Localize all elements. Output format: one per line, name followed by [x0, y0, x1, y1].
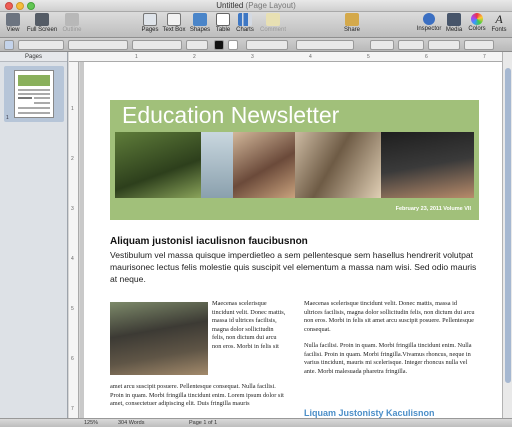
- page-indicator[interactable]: Page 1 of 1: [189, 420, 218, 426]
- styles-drawer-button[interactable]: [4, 40, 14, 50]
- ruler-mark: 1: [135, 54, 138, 60]
- title-bar: [0, 0, 512, 12]
- view-icon: [6, 13, 20, 26]
- status-bar: [0, 418, 512, 427]
- window-title: [0, 1, 512, 10]
- font-typeface-popup[interactable]: [132, 40, 182, 50]
- fonts-button[interactable]: [489, 13, 509, 34]
- scrollbar-thumb[interactable]: [505, 68, 511, 383]
- fonts-label: Fonts: [491, 27, 507, 33]
- pages-sidebar: [0, 52, 68, 418]
- section-subheading[interactable]: Liquam Justonisty Kaculisnon: [304, 408, 435, 418]
- ruler-mark: 5: [367, 54, 370, 60]
- table-label: Table: [215, 27, 231, 33]
- ruler-mark: 3: [71, 206, 74, 212]
- font-family-popup[interactable]: [68, 40, 128, 50]
- column-one-continued[interactable]: amet arcu suscipit posuere. Pellentesque consequat. Nulla facilisi. Proin in quam. Morbi fringilla tincidunt enim. Lorem ipsum dolor sit amet, consectetuer adipiscing elit. Duis fringilla mauris: [110, 383, 284, 407]
- pages-label: Pages: [141, 27, 159, 33]
- column-two-text[interactable]: [304, 300, 476, 384]
- column-two-paragraph: Nulla facilisi. Proin in quam. Morbi fringilla tincidunt enim. Nulla facilisi. Proin in quam. Morbi fringilla.Vivamus rhoncus, neque in varius tincidunt, mauris mi scelerisque. Integer rhoncus nulla vel ante. Morbi malesuada pharetra fringilla.: [304, 342, 472, 375]
- table-icon: [216, 13, 230, 26]
- media-button[interactable]: [444, 13, 464, 34]
- charts-label: Charts: [236, 27, 254, 33]
- pages-icon: [143, 13, 157, 26]
- word-count[interactable]: 304 Words: [118, 420, 145, 426]
- zoom-popup[interactable]: 125%: [84, 420, 99, 426]
- students-photo: [233, 132, 295, 198]
- ruler-mark: 5: [71, 306, 74, 312]
- line-spacing-popup[interactable]: [370, 40, 394, 50]
- pages-button[interactable]: [139, 13, 161, 34]
- article-deck[interactable]: Vestibulum vel massa quisque imperdietleo a sem pellentesque sem hasellus hendrerit volutpat maurisonec lectus felis molestie quis suscipit vel elementum a massa nam wisi. Sed odio mauris at neque.: [110, 250, 477, 284]
- ruler-mark: 7: [71, 406, 74, 412]
- ruler-mark: 1: [71, 106, 74, 112]
- text-box-icon: [167, 13, 181, 26]
- font-size-popup[interactable]: [186, 40, 208, 50]
- ruler-mark: 2: [193, 54, 196, 60]
- text-box-button[interactable]: [161, 13, 187, 34]
- colors-label: Colors: [468, 26, 486, 32]
- column-one-text[interactable]: Maecenas scelerisque tincidunt velit. Donec mattis, massa id ultrices facilisis, magna dolor sollicitudin felis, non dictum dui arcu non eros. Morbi in felis sit: [212, 300, 286, 350]
- ruler-mark: 2: [71, 156, 74, 162]
- newsletter-banner[interactable]: [110, 100, 479, 220]
- banner-title[interactable]: Education Newsletter: [122, 102, 340, 128]
- highlight-color-well[interactable]: [228, 40, 238, 50]
- shapes-button[interactable]: [189, 13, 211, 34]
- colors-button[interactable]: [466, 13, 488, 33]
- bold-italic-underline-buttons[interactable]: [246, 40, 288, 50]
- outline-icon: [65, 13, 79, 26]
- page-thumbnail-image: [14, 70, 54, 118]
- comment-label: Comment: [259, 27, 286, 33]
- inspector-label: Inspector: [416, 26, 442, 32]
- shapes-label: Shapes: [189, 27, 211, 33]
- text-wrap-popup[interactable]: [464, 40, 494, 50]
- media-label: Media: [445, 27, 463, 33]
- article-headline[interactable]: Aliquam justonisl iaculisnon faucibusnon: [110, 236, 308, 247]
- vertical-ruler[interactable]: [69, 62, 79, 418]
- ruler-mark: 6: [425, 54, 428, 60]
- horizontal-ruler[interactable]: [69, 52, 502, 62]
- sidebar-header: Pages: [0, 52, 67, 62]
- soccer-photo: [115, 132, 201, 198]
- ruler-mark: 3: [251, 54, 254, 60]
- outline-label: Outline: [62, 27, 82, 33]
- column-two-paragraph: Maecenas scelerisque tincidunt velit. Donec mattis, massa id ultrices facilisis, magna dolor sollicitudin felis, non dictum dui arcu non eros. Morbi in felis sit amet arcu suscipit posuere. Pellentesque consequat.: [304, 300, 475, 333]
- graduates-photo: [381, 132, 474, 198]
- view-label: View: [6, 27, 20, 33]
- ruler-mark: 4: [71, 256, 74, 262]
- comment-icon: [266, 13, 280, 26]
- shapes-icon: [193, 13, 207, 26]
- ruler-mark: 4: [309, 54, 312, 60]
- toolbar: [0, 12, 512, 38]
- window-title-suffix: (Page Layout): [245, 1, 296, 10]
- columns-popup[interactable]: [398, 40, 424, 50]
- full-screen-button[interactable]: [25, 13, 59, 34]
- share-icon: [345, 13, 359, 26]
- sneakers-photo: [295, 132, 381, 198]
- vertical-scrollbar[interactable]: [502, 52, 512, 418]
- document-page[interactable]: [84, 62, 502, 418]
- colors-icon: [471, 13, 483, 25]
- alignment-buttons[interactable]: [296, 40, 354, 50]
- group-photo[interactable]: [110, 302, 208, 375]
- full-screen-icon: [35, 13, 49, 26]
- text-box-label: Text Box: [162, 27, 186, 33]
- document-canvas[interactable]: [80, 62, 502, 418]
- banner-date: February 23, 2011 Volume VII: [395, 206, 471, 212]
- outline-button[interactable]: [60, 13, 84, 34]
- inspector-button[interactable]: [416, 13, 442, 33]
- banner-photo-strip[interactable]: [115, 132, 474, 198]
- inspector-icon: [423, 13, 435, 25]
- window-title-name: Untitled: [216, 1, 244, 10]
- charts-button[interactable]: [234, 13, 256, 34]
- share-button[interactable]: [342, 13, 362, 34]
- table-button[interactable]: [213, 13, 233, 34]
- ruler-mark: 7: [483, 54, 486, 60]
- charts-icon: [238, 13, 252, 26]
- fonts-icon: A: [495, 12, 503, 26]
- page-thumbnail[interactable]: [4, 66, 64, 122]
- text-color-well[interactable]: [214, 40, 224, 50]
- full-screen-label: Full Screen: [26, 27, 58, 33]
- computer-lab-photo: [201, 132, 233, 198]
- ruler-mark: 6: [71, 356, 74, 362]
- view-button[interactable]: [5, 13, 21, 34]
- paragraph-style-popup[interactable]: [18, 40, 64, 50]
- share-label: Share: [343, 27, 360, 33]
- list-style-popup[interactable]: [428, 40, 460, 50]
- comment-button[interactable]: [258, 13, 288, 34]
- page-thumbnail-number: 1: [6, 115, 9, 121]
- format-bar: [0, 38, 512, 52]
- media-icon: [447, 13, 461, 26]
